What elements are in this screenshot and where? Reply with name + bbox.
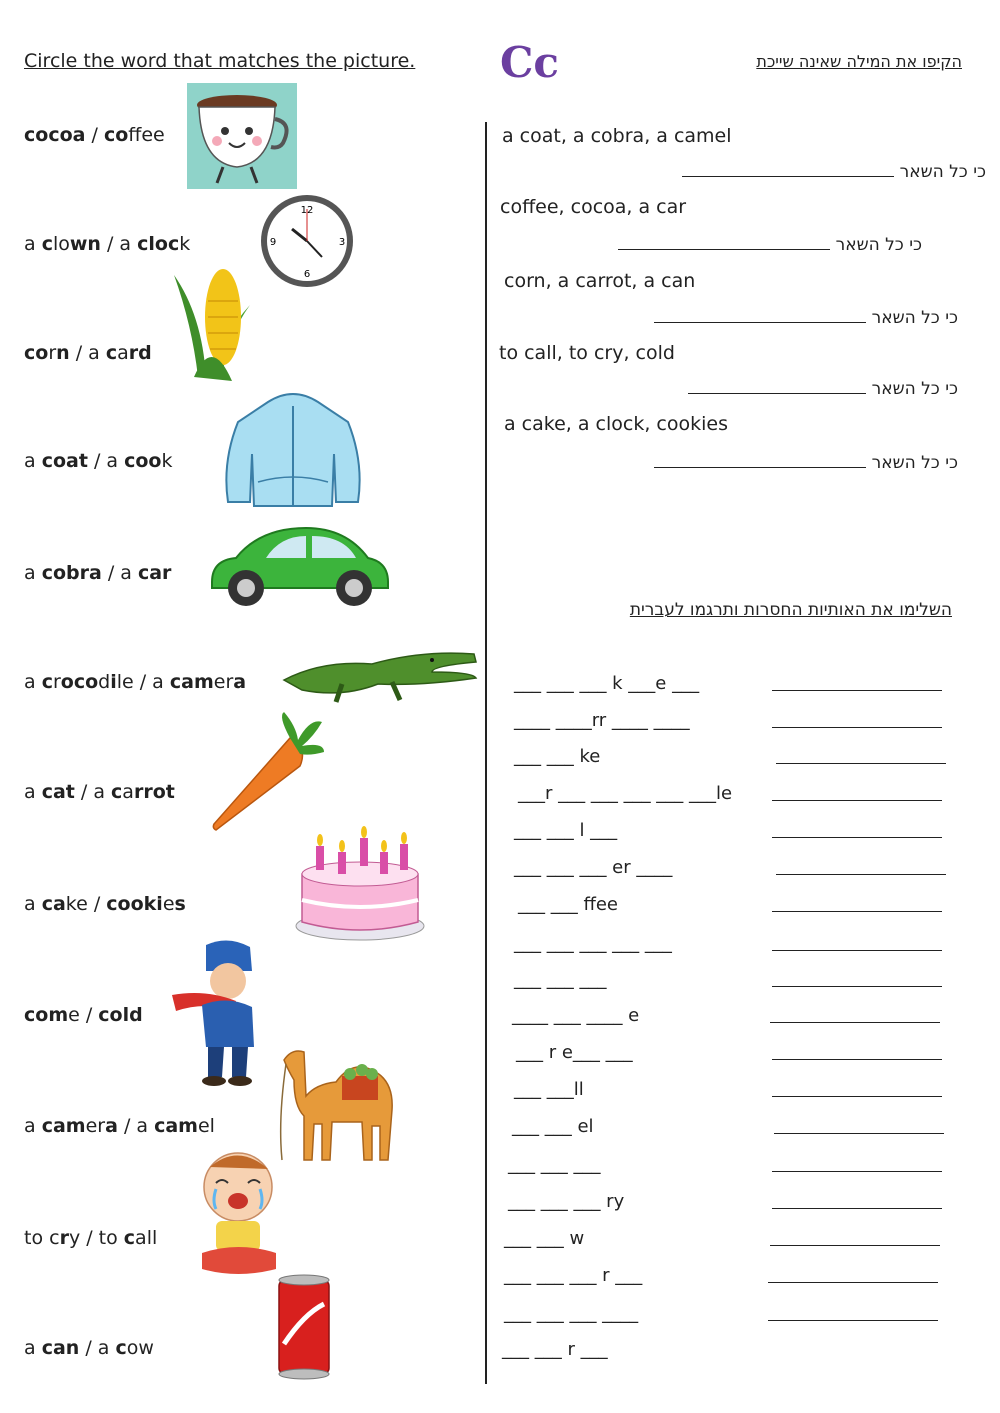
camel-icon [276, 1040, 404, 1166]
column-divider [485, 122, 487, 1384]
odd-group-5[interactable]: a cake, a clock, cookies [504, 413, 728, 435]
reason-line-2[interactable] [612, 235, 922, 255]
fill-word-13[interactable]: ___ ___ el [512, 1116, 594, 1137]
word-pair-9[interactable]: come / cold [24, 1004, 143, 1026]
translation-line-15[interactable] [772, 1208, 942, 1209]
fill-word-11[interactable]: ___ r e___ ___ [516, 1042, 633, 1063]
translation-line-1[interactable] [772, 690, 942, 691]
translation-line-14[interactable] [772, 1171, 942, 1172]
translation-line-2[interactable] [772, 727, 942, 728]
fill-word-18[interactable]: ___ ___ ___ ____ [504, 1303, 639, 1324]
odd-group-3[interactable]: corn, a carrot, a can [504, 270, 696, 292]
word-pair-11[interactable]: to cry / to call [24, 1227, 158, 1249]
translation-line-10[interactable] [770, 1022, 940, 1023]
translation-line-16[interactable] [770, 1245, 940, 1246]
fill-word-10[interactable]: ____ ___ ____ e [512, 1005, 640, 1026]
coffee-mug-icon [187, 83, 297, 189]
translation-line-4[interactable] [772, 800, 942, 801]
word-pair-5[interactable]: a cobra / a car [24, 562, 172, 584]
answer-line-5[interactable] [654, 455, 866, 468]
jacket-icon [218, 392, 368, 510]
svg-text:9: 9 [269, 237, 277, 248]
reason-label-4: כי כל השאר [871, 379, 958, 399]
svg-text:12: 12 [300, 205, 314, 216]
fill-word-9[interactable]: ___ ___ ___ [514, 969, 607, 990]
fill-word-16[interactable]: ___ ___ w [504, 1228, 585, 1249]
word-pair-4[interactable]: a coat / a cook [24, 450, 173, 472]
translation-line-17[interactable] [768, 1282, 938, 1283]
carrot-icon [210, 712, 326, 832]
fill-word-12[interactable]: ___ ___ll [514, 1079, 584, 1100]
crying-baby-icon [186, 1147, 286, 1275]
reason-label-3: כי כל השאר [871, 308, 958, 328]
reason-line-1[interactable] [676, 162, 986, 182]
fill-word-1[interactable]: ___ ___ ___ k ___e ___ [514, 673, 700, 694]
word-pair-7[interactable]: a cat / a carrot [24, 781, 175, 803]
svg-text:6: 6 [303, 269, 311, 280]
translation-line-11[interactable] [772, 1059, 942, 1060]
crocodile-icon [282, 640, 478, 710]
fill-word-17[interactable]: ___ ___ ___ r ___ [504, 1265, 643, 1286]
word-pair-3[interactable]: corn / a card [24, 342, 152, 364]
word-pair-12[interactable]: a can / a cow [24, 1337, 154, 1359]
fill-word-2[interactable]: ____ ____rr ____ ____ [514, 710, 690, 731]
fill-word-7[interactable]: ___ ___ ffee [518, 894, 618, 915]
answer-line-4[interactable] [688, 381, 866, 394]
fill-word-14[interactable]: ___ ___ ___ [508, 1154, 601, 1175]
fill-word-8[interactable]: ___ ___ ___ ___ ___ [514, 933, 672, 954]
reason-line-5[interactable] [648, 453, 958, 473]
translation-line-12[interactable] [772, 1096, 942, 1097]
translation-line-3[interactable] [776, 763, 946, 764]
cold-man-icon [166, 935, 268, 1087]
word-pair-10[interactable]: a camera / a camel [24, 1115, 215, 1137]
odd-group-4[interactable]: to call, to cry, cold [499, 342, 675, 364]
translation-line-13[interactable] [774, 1133, 944, 1134]
translation-line-7[interactable] [772, 911, 942, 912]
word-pair-1[interactable]: cocoa / coffee [24, 124, 165, 146]
fill-word-19[interactable]: ___ ___ r ___ [502, 1339, 608, 1360]
reason-line-4[interactable] [648, 379, 958, 399]
soda-can-icon [276, 1274, 332, 1380]
translation-line-5[interactable] [772, 837, 942, 838]
word-pair-8[interactable]: a cake / cookies [24, 893, 186, 915]
instruction-english: Circle the word that matches the picture. [24, 50, 416, 72]
reason-line-3[interactable] [648, 308, 958, 328]
svg-text:3: 3 [338, 237, 346, 248]
reason-label-1: כי כל השאר [899, 162, 986, 182]
wall-clock-icon [258, 187, 356, 295]
reason-label-2: כי כל השאר [835, 235, 922, 255]
instruction-hebrew: הקיפו את המילה שאינה שייכת [756, 52, 962, 71]
answer-line-1[interactable] [682, 164, 894, 177]
fill-word-3[interactable]: ___ ___ ke [514, 746, 601, 767]
fill-word-4[interactable]: ___r ___ ___ ___ ___ ___le [518, 783, 733, 804]
fill-word-15[interactable]: ___ ___ ___ ry [508, 1191, 625, 1212]
word-pair-6[interactable]: a crocodile / a camera [24, 671, 247, 693]
translation-line-6[interactable] [776, 874, 946, 875]
translation-line-8[interactable] [772, 950, 942, 951]
answer-line-2[interactable] [618, 237, 830, 250]
corn-icon [172, 265, 252, 385]
answer-line-3[interactable] [654, 310, 866, 323]
section2-title: השלימו את האותיות החסרות ותרגמו לעברית [629, 600, 952, 620]
word-pair-2[interactable]: a clown / a clock [24, 233, 191, 255]
odd-group-1[interactable]: a coat, a cobra, a camel [502, 125, 732, 147]
letter-title: Cc [500, 38, 560, 87]
odd-group-2[interactable]: coffee, cocoa, a car [500, 196, 687, 218]
translation-line-9[interactable] [772, 986, 942, 987]
translation-line-18[interactable] [768, 1320, 938, 1321]
car-icon [206, 524, 392, 610]
fill-word-5[interactable]: ___ ___ l ___ [514, 820, 618, 841]
reason-label-5: כי כל השאר [871, 453, 958, 473]
birthday-cake-icon [294, 822, 428, 946]
fill-word-6[interactable]: ___ ___ ___ er ____ [514, 857, 673, 878]
